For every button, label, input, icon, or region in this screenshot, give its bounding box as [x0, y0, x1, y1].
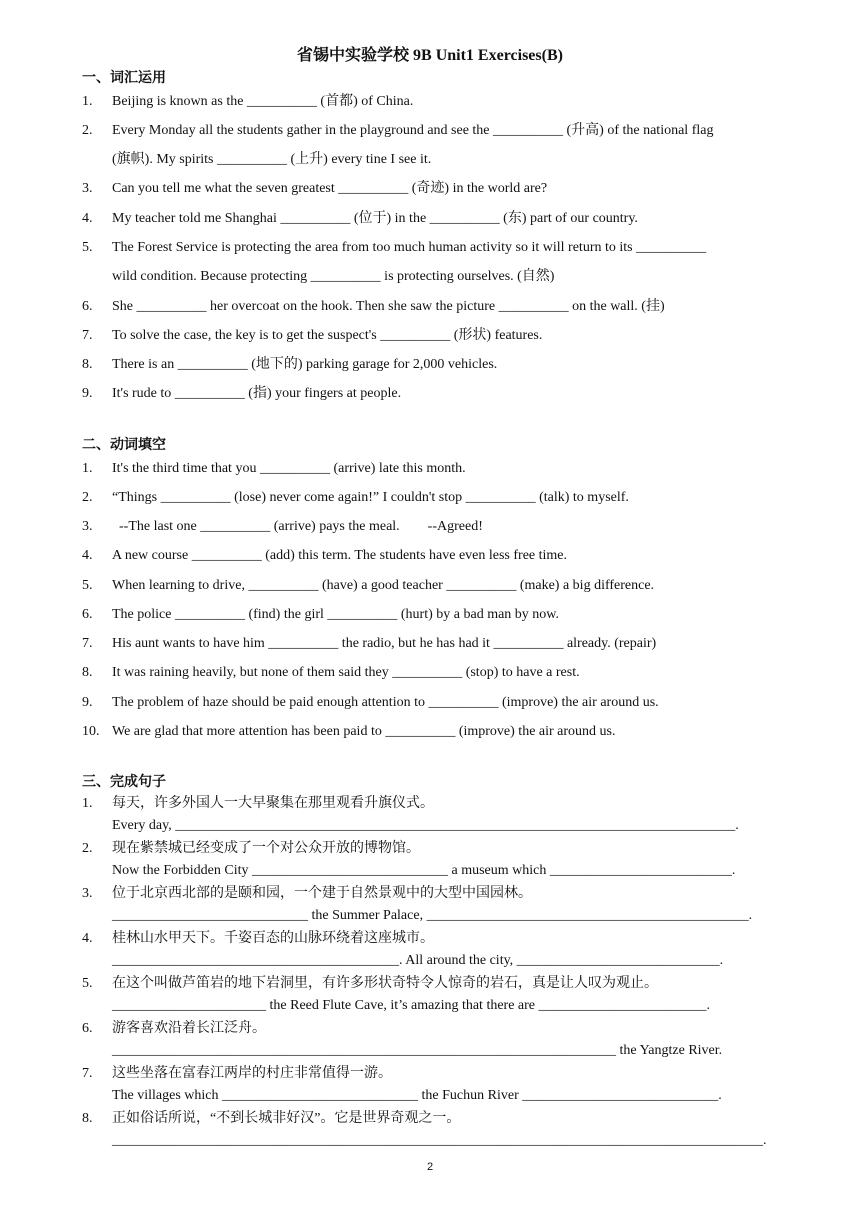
s2-item-10-number: 10. — [82, 724, 100, 739]
s3-item-7-chinese: 这些坐落在富春江两岸的村庄非常值得一游。 — [112, 1066, 392, 1081]
s1-item-8-number: 8. — [82, 357, 93, 372]
s1-item-5-number: 5. — [82, 240, 93, 255]
s3-item-5-answer-line: ______________________ the Reed Flute Cave, it’s amazing that there are ________________________. — [112, 998, 711, 1013]
s3-item-8-answer-line: _____________________________________________________________________________________________. — [112, 1133, 767, 1148]
s2-item-1-number: 1. — [82, 461, 93, 476]
s1-item-1-number: 1. — [82, 94, 93, 109]
s1-item-2-number: 2. — [82, 123, 93, 138]
s3-item-8-number: 8. — [82, 1111, 93, 1126]
s1-item-9-text: It's rude to __________ (指) your fingers at people. — [112, 386, 402, 401]
s1-item-2-text: Every Monday all the students gather in the playground and see the __________ (升高) of the national flag — [112, 123, 714, 138]
s2-item-7-number: 7. — [82, 636, 93, 651]
s2-item-5-number: 5. — [82, 578, 93, 593]
s1-item-6-text: She __________ her overcoat on the hook. Then she saw the picture __________ on the wall. (挂) — [112, 299, 665, 314]
s3-item-3-chinese: 位于北京西北部的是颐和园，一个建于自然景观中的大型中国园林。 — [112, 886, 532, 901]
s1-item-5-text-cont: wild condition. Because protecting __________ is protecting ourselves. (自然) — [112, 269, 555, 284]
s3-item-4-number: 4. — [82, 931, 93, 946]
s3-item-3-answer-line: ____________________________ the Summer Palace, ______________________________________________. — [112, 908, 753, 923]
s3-item-7-number: 7. — [82, 1066, 93, 1081]
s3-item-6-answer-line: ________________________________________________________________________ the Yangtze River. — [112, 1043, 723, 1058]
s2-item-2-number: 2. — [82, 490, 93, 505]
s2-item-10-text: We are glad that more attention has been paid to __________ (improve) the air around us. — [112, 724, 616, 739]
s2-item-8-text: It was raining heavily, but none of them said they __________ (stop) to have a rest. — [112, 665, 580, 680]
s1-item-6-number: 6. — [82, 299, 93, 314]
s3-item-7-answer-line: The villages which ____________________________ the Fuchun River ____________________________. — [112, 1088, 722, 1103]
s1-item-4-number: 4. — [82, 211, 93, 226]
s1-item-2-text-cont: (旗帜). My spirits __________ (上升) every tine I see it. — [112, 152, 432, 167]
s3-item-5-number: 5. — [82, 976, 93, 991]
s3-item-3-number: 3. — [82, 886, 93, 901]
s2-item-4-text: A new course __________ (add) this term. The students have even less free time. — [112, 548, 568, 563]
s1-item-1-text: Beijing is known as the __________ (首都) of China. — [112, 94, 414, 109]
s3-item-6-chinese: 游客喜欢沿着长江泛舟。 — [112, 1021, 266, 1036]
s2-item-9-number: 9. — [82, 695, 93, 710]
s1-item-9-number: 9. — [82, 386, 93, 401]
s3-item-1-number: 1. — [82, 796, 93, 811]
s3-item-4-chinese: 桂林山水甲天下。千姿百态的山脉环绕着这座城市。 — [112, 931, 434, 946]
s1-item-5-text: The Forest Service is protecting the area from too much human activity so it will return to its __________ — [112, 240, 707, 255]
s1-item-8-text: There is an __________ (地下的) parking garage for 2,000 vehicles. — [112, 357, 498, 372]
s3-item-8-chinese: 正如俗话所说，“不到长城非好汉”。它是世界奇观之一。 — [112, 1111, 461, 1126]
s2-item-1-text: It's the third time that you __________ (arrive) late this month. — [112, 461, 466, 476]
s2-item-8-number: 8. — [82, 665, 93, 680]
s3-item-4-answer-line: _________________________________________. All around the city, _____________________________. — [112, 953, 724, 968]
worksheet-title: 省锡中实验学校 9B Unit1 Exercises(B) — [297, 47, 563, 64]
s3-item-5-chinese: 在这个叫做芦笛岩的地下岩洞里，有许多形状奇特令人惊奇的岩石，真是让人叹为观止。 — [112, 976, 658, 991]
s1-item-3-text: Can you tell me what the seven greatest __________ (奇迹) in the world are? — [112, 181, 548, 196]
s2-item-2-text: “Things __________ (lose) never come again!” I couldn't stop __________ (talk) to myself. — [112, 490, 629, 505]
section-2-heading: 二、动词填空 — [82, 437, 166, 453]
s2-item-6-number: 6. — [82, 607, 93, 622]
s2-item-4-number: 4. — [82, 548, 93, 563]
s3-item-6-number: 6. — [82, 1021, 93, 1036]
s2-item-6-text: The police __________ (find) the girl __________ (hurt) by a bad man by now. — [112, 607, 560, 622]
s2-item-3-text: --The last one __________ (arrive) pays the meal. --Agreed! — [112, 519, 483, 534]
s1-item-4-text: My teacher told me Shanghai __________ (位于) in the __________ (东) part of our country. — [112, 211, 638, 226]
section-3-heading: 三、完成句子 — [82, 774, 166, 790]
s2-item-3-number: 3. — [82, 519, 93, 534]
s2-item-7-text: His aunt wants to have him __________ the radio, but he has had it __________ already. (repair) — [112, 636, 657, 651]
s3-item-2-number: 2. — [82, 841, 93, 856]
s2-item-5-text: When learning to drive, __________ (have) a good teacher __________ (make) a big difference. — [112, 578, 655, 593]
s3-item-1-answer-line: Every day, ________________________________________________________________________________. — [112, 818, 739, 833]
s3-item-2-chinese: 现在紫禁城已经变成了一个对公众开放的博物馆。 — [112, 841, 420, 856]
s1-item-7-number: 7. — [82, 328, 93, 343]
s1-item-7-text: To solve the case, the key is to get the suspect's __________ (形状) features. — [112, 328, 543, 343]
s2-item-9-text: The problem of haze should be paid enough attention to __________ (improve) the air around us. — [112, 695, 659, 710]
s3-item-1-chinese: 每天，许多外国人一大早聚集在那里观看升旗仪式。 — [112, 796, 434, 811]
s3-item-2-answer-line: Now the Forbidden City ____________________________ a museum which __________________________. — [112, 863, 736, 878]
page-number: 2 — [426, 1161, 434, 1173]
s1-item-3-number: 3. — [82, 181, 93, 196]
section-1-heading: 一、词汇运用 — [82, 70, 166, 86]
